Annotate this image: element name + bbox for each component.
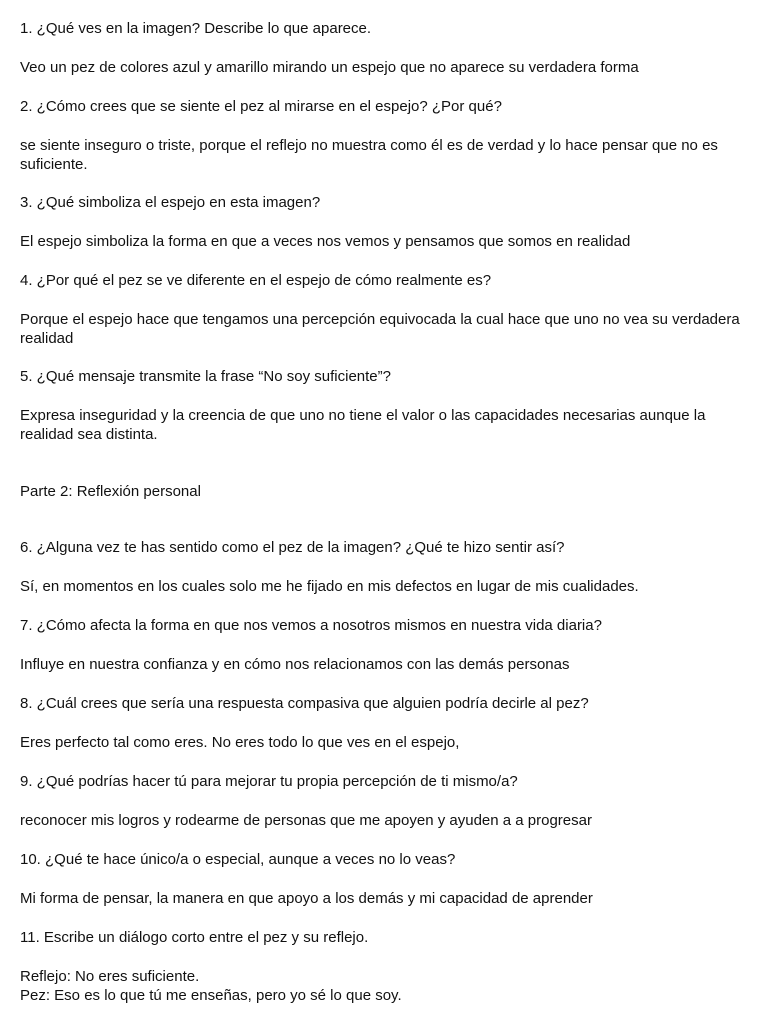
dialogue-line-reflection: Reflejo: No eres suficiente.: [20, 968, 200, 985]
question-4: 4. ¿Por qué el pez se ve diferente en el espejo de cómo realmente es?: [20, 272, 492, 289]
answer-2: se siente inseguro o triste, porque el reflejo no muestra como él es de verdad y lo hace pensar que no es suficiente.: [20, 137, 718, 173]
answer-4: Porque el espejo hace que tengamos una percepción equivocada la cual hace que uno no vea su verdadera realidad: [20, 311, 740, 347]
answer-10: Mi forma de pensar, la manera en que apoyo a los demás y mi capacidad de aprender: [20, 890, 593, 907]
dialogue-line-fish: Pez: Eso es lo que tú me enseñas, pero yo sé lo que soy.: [20, 987, 402, 1004]
question-5: 5. ¿Qué mensaje transmite la frase “No soy suficiente”?: [20, 368, 391, 385]
question-7: 7. ¿Cómo afecta la forma en que nos vemos a nosotros mismos en nuestra vida diaria?: [20, 617, 602, 634]
question-3: 3. ¿Qué simboliza el espejo en esta imagen?: [20, 194, 321, 211]
question-2: 2. ¿Cómo crees que se siente el pez al mirarse en el espejo? ¿Por qué?: [20, 98, 502, 115]
question-9: 9. ¿Qué podrías hacer tú para mejorar tu propia percepción de ti mismo/a?: [20, 773, 518, 790]
section-title: Parte 2: Reflexión personal: [20, 483, 201, 500]
answer-9: reconocer mis logros y rodearme de personas que me apoyen y ayuden a a progresar: [20, 812, 592, 829]
answer-7: Influye en nuestra confianza y en cómo nos relacionamos con las demás personas: [20, 656, 570, 673]
question-6: 6. ¿Alguna vez te has sentido como el pez de la imagen? ¿Qué te hizo sentir así?: [20, 539, 565, 556]
answer-1: Veo un pez de colores azul y amarillo mirando un espejo que no aparece su verdadera forma: [20, 59, 639, 76]
question-10: 10. ¿Qué te hace único/a o especial, aunque a veces no lo veas?: [20, 851, 456, 868]
answer-6: Sí, en momentos en los cuales solo me he fijado en mis defectos en lugar de mis cualidades.: [20, 578, 639, 595]
answer-5: Expresa inseguridad y la creencia de que uno no tiene el valor o las capacidades necesarias aunque la realidad sea distinta.: [20, 407, 706, 443]
answer-3: El espejo simboliza la forma en que a veces nos vemos y pensamos que somos en realidad: [20, 233, 631, 250]
answer-8: Eres perfecto tal como eres. No eres todo lo que ves en el espejo,: [20, 734, 460, 751]
question-8: 8. ¿Cuál crees que sería una respuesta compasiva que alguien podría decirle al pez?: [20, 695, 589, 712]
document-body: [20, 19, 748, 1005]
question-1: 1. ¿Qué ves en la imagen? Describe lo que aparece.: [20, 20, 372, 37]
question-11: 11. Escribe un diálogo corto entre el pez y su reflejo.: [20, 929, 369, 946]
